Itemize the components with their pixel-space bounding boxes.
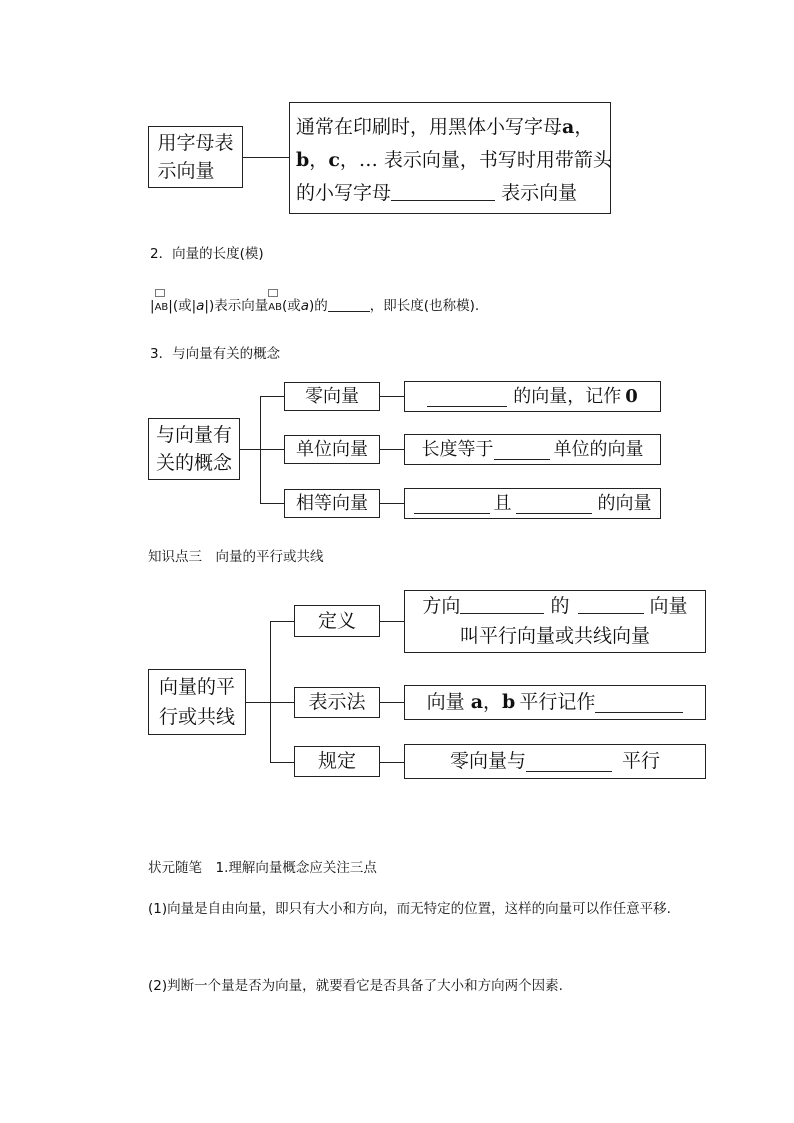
- connector-line: [380, 449, 404, 450]
- fill-blank[interactable]: [460, 592, 544, 614]
- root-line2: 行或共线: [158, 706, 235, 728]
- zero-vector-label-box: 零向量: [284, 382, 380, 411]
- equal-vector-label-box: 相等向量: [284, 489, 380, 518]
- fill-blank[interactable]: [414, 493, 490, 514]
- notation-content-box: 向量 a ， b 平行记作: [404, 685, 706, 720]
- connector-line: [380, 396, 404, 397]
- fill-blank[interactable]: [578, 592, 644, 614]
- notes-paragraph-1: (1)向量是自由向量，即只有大小和方向，而无特定的位置，这样的向量可以作任意平移.: [148, 901, 671, 917]
- connector-line: [270, 621, 294, 622]
- connector-line: [380, 503, 404, 504]
- letter-notation-content-box: [289, 102, 611, 214]
- definition-content-box: [404, 590, 706, 653]
- unit-vector-content-box: 长度等于 单位的向量: [404, 434, 661, 465]
- root-line2: 关的概念: [155, 452, 232, 474]
- fill-blank[interactable]: [427, 386, 507, 407]
- content-line-1: 通常在印刷时，用黑体小写字母a，: [296, 116, 594, 138]
- connector-line: [260, 396, 284, 397]
- parallel-root-box: [148, 669, 246, 735]
- related-concepts-root-box: [148, 418, 240, 480]
- vector-ab-symbol: AB: [268, 298, 282, 314]
- notation-label-box: 表示法: [294, 687, 380, 718]
- definition-line-1: 方向 的 向量: [405, 591, 705, 621]
- letter-notation-label-line1: 用字母表: [157, 132, 234, 154]
- definition-label-box: 定义: [294, 605, 380, 637]
- connector-line: [380, 702, 404, 703]
- content-line-3: 的小写字母 表示向量: [296, 177, 604, 210]
- vector-arrow-icon: [268, 289, 278, 297]
- fill-blank[interactable]: [526, 751, 612, 773]
- heading-parallel-vectors: 知识点三 向量的平行或共线: [148, 549, 324, 565]
- root-line1: 与向量有: [155, 424, 232, 446]
- length-definition-line: | AB|(或|a|)表示向量 AB(或a)的 ，即长度(也称模).: [150, 294, 479, 314]
- connector-line: [270, 762, 294, 763]
- heading-vector-length: 2．向量的长度(模): [150, 246, 264, 262]
- rule-content-box: 零向量与 平行: [404, 744, 706, 779]
- fill-blank[interactable]: [516, 493, 592, 514]
- content-line-2: b，c，… 表示向量，书写时用带箭头: [296, 149, 612, 171]
- fill-blank[interactable]: [494, 439, 550, 460]
- vector-ab-symbol: AB: [155, 298, 169, 314]
- connector-line: [270, 702, 294, 703]
- fill-blank[interactable]: [328, 296, 370, 312]
- letter-notation-label-box: [148, 126, 243, 188]
- zero-vector-content-box: 的向量，记作 0: [404, 381, 661, 412]
- connector-line: [240, 449, 260, 450]
- root-line1: 向量的平: [158, 676, 235, 698]
- equal-vector-content-box: 且 的向量: [404, 488, 661, 519]
- connector-line: [260, 449, 284, 450]
- connector-line: [243, 157, 289, 158]
- fill-blank[interactable]: [595, 692, 683, 714]
- branch-line: [270, 621, 271, 762]
- unit-vector-label-box: 单位向量: [284, 435, 380, 464]
- vector-arrow-icon: [155, 289, 165, 297]
- connector-line: [246, 702, 270, 703]
- definition-line-2: 叫平行向量或共线向量: [459, 625, 650, 647]
- connector-line: [260, 503, 284, 504]
- connector-line: [380, 621, 404, 622]
- letter-notation-label-line2: 示向量: [157, 160, 215, 182]
- fill-blank[interactable]: [391, 179, 495, 201]
- notes-title: 状元随笔 1.理解向量概念应关注三点: [148, 860, 377, 876]
- rule-label-box: 规定: [294, 746, 380, 777]
- heading-related-concepts: 3．与向量有关的概念: [150, 346, 281, 362]
- connector-line: [380, 762, 404, 763]
- notes-paragraph-2: (2)判断一个量是否为向量，就要看它是否具备了大小和方向两个因素.: [148, 978, 563, 994]
